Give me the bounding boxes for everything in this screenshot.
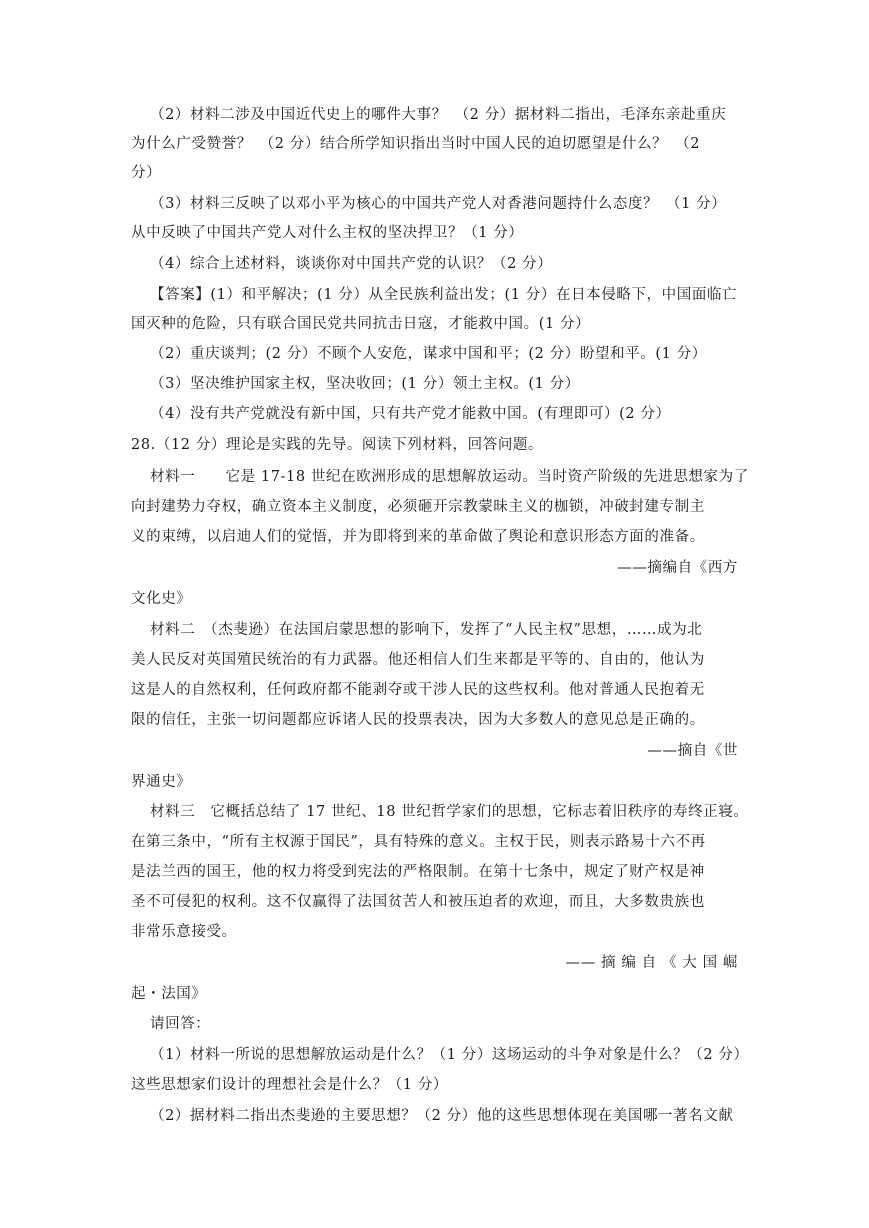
material-3-line-5: 非常乐意接受。	[131, 924, 237, 940]
q2-line-1: （2）材料二涉及中国近代史上的哪件大事？ （2 分）据材料二指出，毛泽东亲赴重庆	[150, 107, 727, 123]
material-1-source: ——摘编自《西方	[617, 560, 738, 576]
material-2-line-4: 限的信任，主张一切问题都应诉诸人民的投票表决，因为大多数人的意见总是正确的。	[131, 712, 705, 728]
q2-line-3: 分）	[131, 165, 162, 181]
answer-line-2: 国灭种的危险，只有联合国民党共同抗击日寇，才能救中国。(1 分）	[131, 316, 591, 332]
answer-line-1: 【答案】(1）和平解决；(1 分）从全民族利益出发；(1 分）在日本侵略下，中国面临亡	[150, 287, 738, 303]
q3-line-2: 从中反映了中国共产党人对什么主权的坚决捍卫？（1 分）	[131, 225, 524, 241]
material-1-line-1: 材料一 它是 17-18 世纪在欧洲形成的思想解放运动。当时资产阶级的先进思想家为了	[150, 469, 749, 485]
q4-line: （4）综合上述材料，谈谈你对中国共产党的认识？（2 分）	[150, 256, 553, 272]
please-answer: 请回答：	[150, 1016, 211, 1032]
answer-4: （4）没有共产党就没有新中国，只有共产党才能救中国。(有理即可）(2 分）	[150, 406, 671, 422]
sub-q1-line-2: 这些思想家们设计的理想社会是什么？（1 分）	[131, 1077, 449, 1093]
material-2-source-cont: 界通史》	[131, 774, 192, 790]
answer-3: （3）坚决维护国家主权，坚决收回；(1 分）领土主权。(1 分）	[150, 376, 580, 392]
material-3-source-cont: 起・法国》	[131, 986, 207, 1002]
material-3-line-3: 是法兰西的国王，他的权力将受到宪法的严格限制。在第十七条中，规定了财产权是神	[131, 864, 705, 880]
q2-line-2: 为什么广受赞誉？ （2 分）结合所学知识指出当时中国人民的迫切愿望是什么？ （2	[131, 136, 701, 152]
material-2-line-2: 美人民反对英国殖民统治的有力武器。他还相信人们生来都是平等的、自由的，他认为	[131, 652, 705, 668]
material-3-line-2: 在第三条中，“所有主权源于国民”，具有特殊的意义。主权于民，则表示路易十六不再	[131, 834, 706, 850]
sub-q2-line-1: （2）据材料二指出杰斐逊的主要思想？（2 分）他的这些思想体现在美国哪一著名文献	[150, 1108, 734, 1124]
sub-q1-line-1: （1）材料一所说的思想解放运动是什么？（1 分）这场运动的斗争对象是什么？（2 分）	[150, 1047, 749, 1063]
q3-line-1: （3）材料三反映了以邓小平为核心的中国共产党人对香港问题持什么态度？ （1 分）	[150, 196, 727, 212]
question-28-heading: 28.（12 分）理论是实践的先导。阅读下列材料，回答问题。	[131, 437, 544, 453]
answer-2: （2）重庆谈判；(2 分）不顾个人安危，谋求中国和平；(2 分）盼望和平。(1 分）	[150, 346, 707, 362]
material-1-line-2: 向封建势力夺权，确立资本主义制度，必须砸开宗教蒙昧主义的枷锁，冲破封建专制主	[131, 499, 705, 515]
material-3-line-4: 圣不可侵犯的权利。这不仅赢得了法国贫苦人和被压迫者的欢迎，而且，大多数贵族也	[131, 894, 705, 910]
material-1-line-3: 义的束缚，以启迪人们的觉悟，并为即将到来的革命做了舆论和意识形态方面的准备。	[131, 529, 705, 545]
material-3-line-1: 材料三 它概括总结了 17 世纪、18 世纪哲学家们的思想，它标志着旧秩序的寿终正寝。	[150, 804, 749, 820]
material-1-source-cont: 文化史》	[131, 591, 192, 607]
material-2-line-1: 材料二 （杰斐逊）在法国启蒙思想的影响下，发挥了“人民主权”思想，……成为北	[150, 622, 703, 638]
material-2-source: ——摘自《世	[647, 743, 738, 759]
material-2-line-3: 这是人的自然权利，任何政府都不能剥夺或干涉人民的这些权利。他对普通人民抱着无	[131, 682, 705, 698]
material-3-source: —— 摘 编 自 《 大 国 崛	[565, 955, 738, 971]
